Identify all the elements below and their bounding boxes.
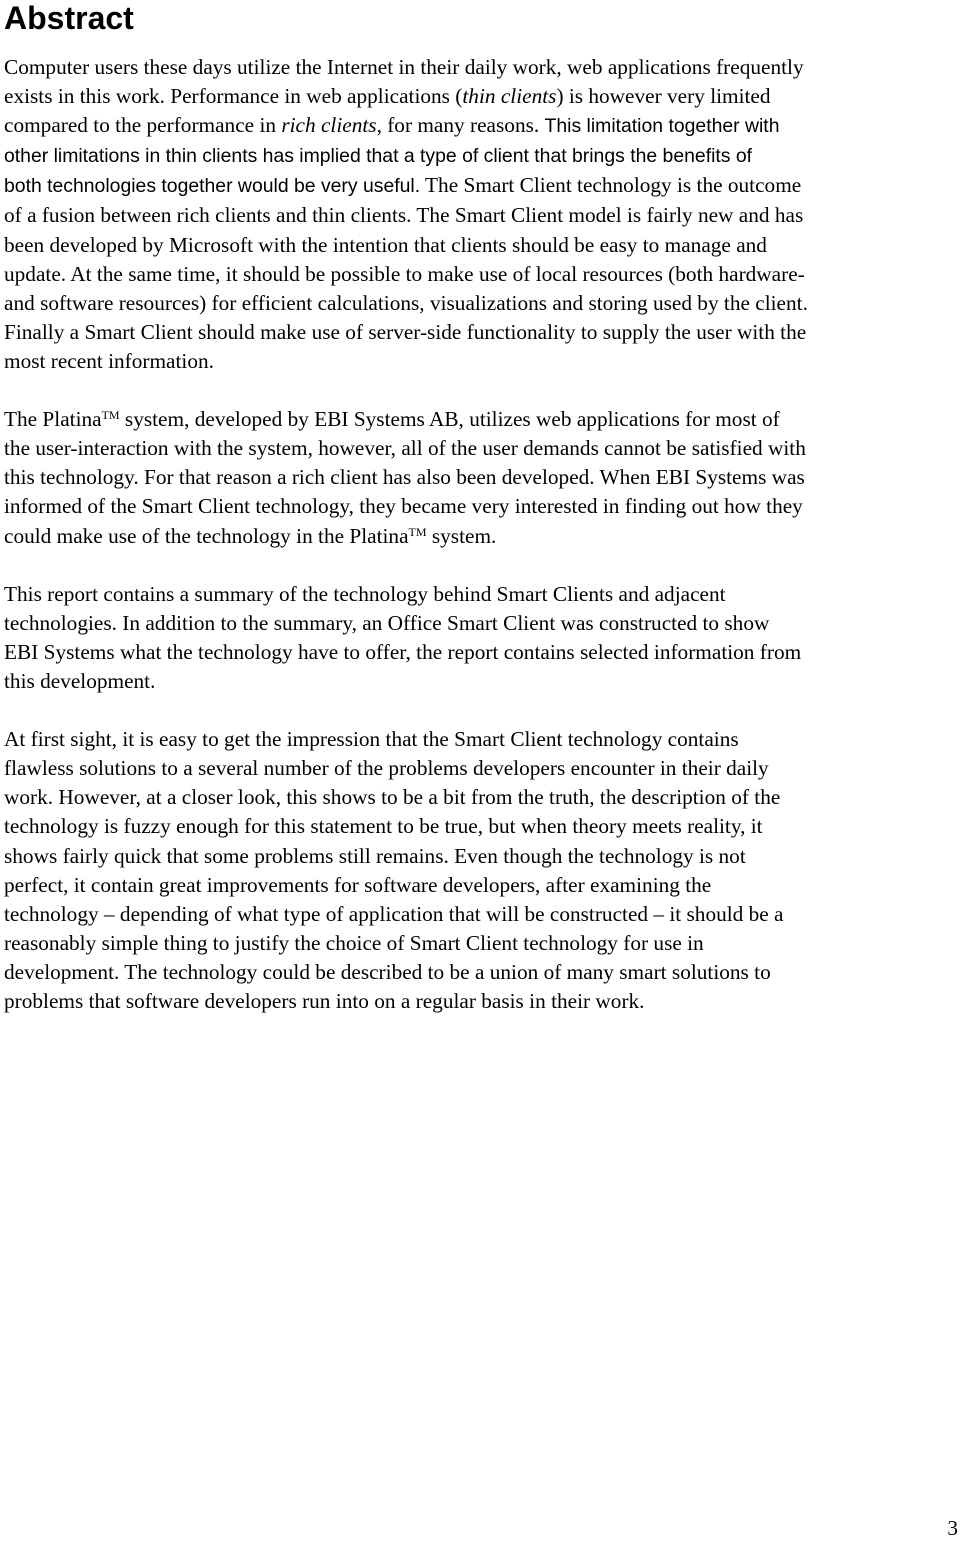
text-line	[4, 318, 960, 347]
text-line	[4, 141, 960, 171]
trademark-superscript: TM	[101, 408, 120, 423]
text-line	[4, 53, 960, 82]
text-line	[4, 929, 960, 958]
abstract-paragraph-2	[4, 405, 960, 550]
text-run: and software resources) for efficient calculations, visualizations and storing used by the client.	[4, 290, 808, 315]
text-run: could make use of the technology in the Platina	[4, 523, 409, 548]
text-line	[4, 522, 960, 551]
text-run: , for many reasons.	[376, 113, 545, 138]
text-run: technologies. In addition to the summary, an Office Smart Client was constructed to show	[4, 610, 770, 635]
text-run: shows fairly quick that some problems still remains. Even though the technology is not	[4, 843, 746, 868]
text-run: compared to the performance in	[4, 113, 282, 138]
text-run: ) is however very limited	[556, 84, 771, 109]
text-line	[4, 667, 960, 696]
text-line	[4, 347, 960, 376]
trademark-superscript: TM	[408, 524, 427, 539]
text-run: this development.	[4, 668, 156, 693]
text-run: been developed by Microsoft with the intention that clients should be easy to manage and	[4, 232, 767, 257]
text-run: problems that software developers run into on a regular basis in their work.	[4, 989, 645, 1013]
text-line	[4, 725, 960, 754]
text-run: technology is fuzzy enough for this statement to be true, but when theory meets reality, it	[4, 814, 763, 839]
text-run: The Smart Client technology is the outcome	[420, 173, 802, 198]
text-run: At first sight, it is easy to get the impression that the Smart Client technology contains	[4, 727, 739, 752]
text-line	[4, 842, 960, 871]
text-run: the user-interaction with the system, however, all of the user demands cannot be satisfied with	[4, 436, 806, 461]
text-run: EBI Systems what the technology have to offer, the report contains selected information from	[4, 639, 802, 664]
text-run: this technology. For that reason a rich client has also been developed. When EBI Systems was	[4, 465, 805, 490]
text-line	[4, 900, 960, 929]
abstract-paragraph-4	[4, 725, 960, 1016]
text-line	[4, 812, 960, 841]
text-run: development. The technology could be described to be a union of many smart solutions to	[4, 959, 771, 984]
text-run: reasonably simple thing to justify the choice of Smart Client technology for use in	[4, 930, 704, 955]
text-line	[4, 231, 960, 260]
text-line	[4, 783, 960, 812]
text-line	[4, 987, 960, 1016]
text-run: Finally a Smart Client should make use of server-side functionality to supply the user with the	[4, 319, 807, 344]
text-run: system, developed by EBI Systems AB, utilizes web applications for most of	[119, 407, 780, 432]
sans-text-run: both technologies together would be very useful.	[4, 175, 421, 198]
text-run: most recent information.	[4, 348, 214, 373]
italic-term: thin clients	[462, 84, 557, 109]
text-line	[4, 289, 960, 318]
text-run: update. At the same time, it should be possible to make use of local resources (both hardware-	[4, 261, 805, 286]
text-line	[4, 82, 960, 111]
text-line	[4, 492, 960, 521]
text-line	[4, 871, 960, 900]
abstract-paragraph-3	[4, 580, 960, 696]
text-line	[4, 754, 960, 783]
abstract-body	[4, 53, 960, 1045]
text-run: exists in this work. Performance in web applications (	[4, 84, 463, 109]
text-line	[4, 638, 960, 667]
text-run: The Platina	[4, 407, 102, 432]
text-run: informed of the Smart Client technology, they became very interested in finding out how they	[4, 494, 803, 519]
text-line	[4, 260, 960, 289]
sans-text-run: other limitations in thin clients has implied that a type of client that brings the benefits of	[4, 145, 753, 168]
sans-text-run: This limitation together with	[544, 115, 780, 138]
text-run: technology – depending of what type of application that will be constructed – it should be a	[4, 901, 784, 926]
text-line	[4, 609, 960, 638]
text-line	[4, 958, 960, 987]
page-number: 3	[947, 1516, 958, 1540]
text-line	[4, 405, 960, 434]
text-line	[4, 434, 960, 463]
text-line	[4, 463, 960, 492]
text-run: work. However, at a closer look, this shows to be a bit from the truth, the description of the	[4, 785, 781, 810]
text-run: Computer users these days utilize the Internet in their daily work, web applications frequently	[4, 55, 804, 79]
text-run: system.	[426, 523, 497, 548]
italic-term: rich clients	[281, 113, 377, 138]
abstract-paragraph-1	[4, 53, 960, 376]
text-line	[4, 201, 960, 230]
text-line	[4, 171, 960, 201]
text-run: This report contains a summary of the technology behind Smart Clients and adjacent	[4, 581, 726, 606]
text-line	[4, 580, 960, 609]
text-line	[4, 111, 960, 141]
text-run: of a fusion between rich clients and thin clients. The Smart Client model is fairly new and has	[4, 203, 804, 228]
text-run: perfect, it contain great improvements for software developers, after examining the	[4, 872, 712, 897]
abstract-heading: Abstract	[4, 0, 134, 36]
text-run: flawless solutions to a several number of the problems developers encounter in their daily	[4, 756, 769, 781]
